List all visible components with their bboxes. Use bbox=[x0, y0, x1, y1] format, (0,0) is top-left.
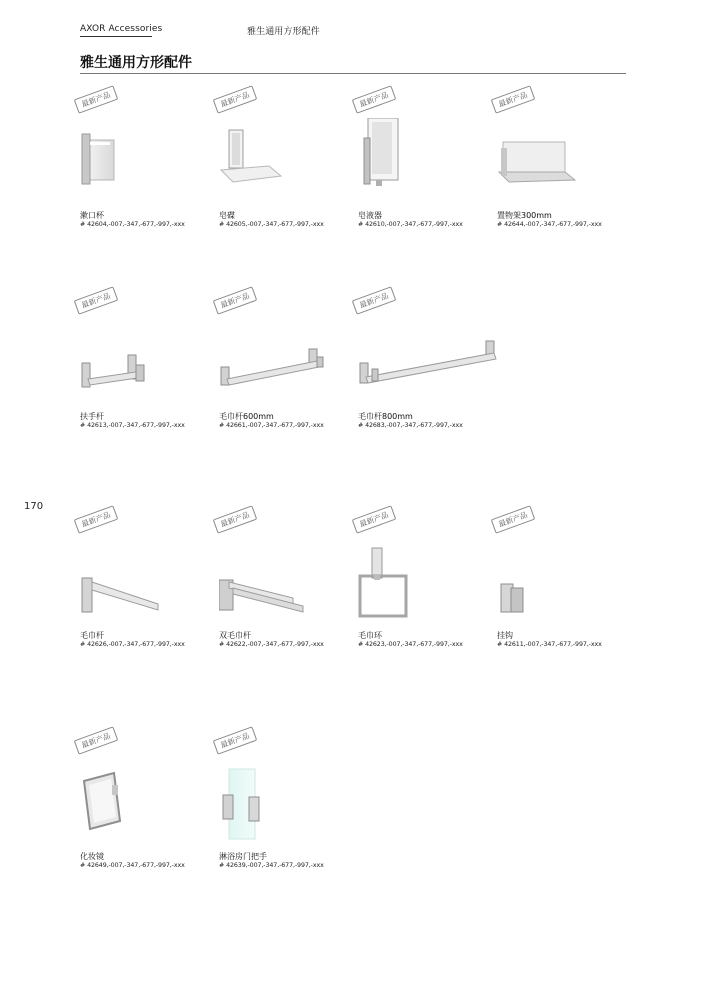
product-name: 漱口杯 bbox=[80, 211, 104, 220]
product-card bbox=[80, 92, 215, 252]
product-code: # 42683,-007,-347,-677,-997,-xxx bbox=[358, 422, 463, 429]
product-code: # 42644,-007,-347,-677,-997,-xxx bbox=[497, 221, 602, 228]
product-code: # 42611,-007,-347,-677,-997,-xxx bbox=[497, 641, 602, 648]
product-code: # 42604,-007,-347,-677,-997,-xxx bbox=[80, 221, 185, 228]
page-number: 170 bbox=[24, 501, 44, 512]
product-card bbox=[80, 293, 215, 453]
new-product-badge: 最新产品 bbox=[213, 85, 258, 113]
brand-underline bbox=[80, 36, 152, 37]
product-card bbox=[497, 512, 632, 672]
product-code: # 42639,-007,-347,-677,-997,-xxx bbox=[219, 862, 324, 869]
product-name: 毛巾杆800mm bbox=[358, 412, 413, 421]
new-product-badge: 最新产品 bbox=[213, 286, 258, 314]
grab-bar-icon bbox=[80, 319, 190, 409]
product-name: 挂钩 bbox=[497, 631, 513, 640]
product-card bbox=[219, 512, 354, 672]
product-card bbox=[80, 733, 215, 893]
product-name: 毛巾杆 bbox=[80, 631, 104, 640]
product-card bbox=[219, 92, 354, 252]
product-card bbox=[358, 92, 493, 252]
soap-dish-icon bbox=[219, 118, 329, 208]
tumbler-icon bbox=[80, 118, 190, 208]
towel-rail-icon bbox=[80, 538, 190, 628]
product-name: 皂液器 bbox=[358, 211, 382, 220]
double-towel-rail-icon bbox=[219, 538, 329, 628]
page-title: 雅生通用方形配件 bbox=[80, 55, 192, 71]
product-name: 皂碟 bbox=[219, 211, 235, 220]
product-name: 毛巾环 bbox=[358, 631, 382, 640]
product-name: 置物架300mm bbox=[497, 211, 552, 220]
towel-bar-icon bbox=[358, 319, 468, 409]
product-name: 毛巾杆600mm bbox=[219, 412, 274, 421]
new-product-badge: 最新产品 bbox=[213, 726, 258, 754]
product-card bbox=[219, 733, 354, 893]
mirror-icon bbox=[80, 759, 190, 849]
title-divider bbox=[80, 73, 626, 74]
new-product-badge: 最新产品 bbox=[213, 505, 258, 533]
new-product-badge: 最新产品 bbox=[74, 505, 119, 533]
product-card bbox=[497, 92, 632, 252]
hook-icon bbox=[497, 538, 607, 628]
new-product-badge: 最新产品 bbox=[74, 85, 119, 113]
product-card bbox=[358, 293, 493, 453]
section-label: 雅生通用方形配件 bbox=[247, 27, 320, 37]
new-product-badge: 最新产品 bbox=[491, 85, 536, 113]
product-code: # 42626,-007,-347,-677,-997,-xxx bbox=[80, 641, 185, 648]
soap-dispenser-icon bbox=[358, 118, 468, 208]
new-product-badge: 最新产品 bbox=[352, 505, 397, 533]
new-product-badge: 最新产品 bbox=[74, 286, 119, 314]
product-name: 扶手杆 bbox=[80, 412, 104, 421]
new-product-badge: 最新产品 bbox=[74, 726, 119, 754]
towel-bar-icon bbox=[219, 319, 329, 409]
product-code: # 42613,-007,-347,-677,-997,-xxx bbox=[80, 422, 185, 429]
product-card bbox=[80, 512, 215, 672]
product-code: # 42649,-007,-347,-677,-997,-xxx bbox=[80, 862, 185, 869]
product-card bbox=[219, 293, 354, 453]
product-name: 化妆镜 bbox=[80, 852, 104, 861]
product-name: 双毛巾杆 bbox=[219, 631, 251, 640]
product-code: # 42610,-007,-347,-677,-997,-xxx bbox=[358, 221, 463, 228]
new-product-badge: 最新产品 bbox=[491, 505, 536, 533]
product-code: # 42661,-007,-347,-677,-997,-xxx bbox=[219, 422, 324, 429]
product-code: # 42622,-007,-347,-677,-997,-xxx bbox=[219, 641, 324, 648]
new-product-badge: 最新产品 bbox=[352, 286, 397, 314]
new-product-badge: 最新产品 bbox=[352, 85, 397, 113]
shelf-icon bbox=[497, 118, 607, 208]
product-code: # 42605,-007,-347,-677,-997,-xxx bbox=[219, 221, 324, 228]
brand-label: AXOR Accessories bbox=[80, 24, 163, 34]
product-card bbox=[358, 512, 493, 672]
product-name: 淋浴房门把手 bbox=[219, 852, 267, 861]
product-code: # 42623,-007,-347,-677,-997,-xxx bbox=[358, 641, 463, 648]
shower-door-handle-icon bbox=[219, 759, 329, 849]
towel-ring-icon bbox=[358, 538, 468, 628]
